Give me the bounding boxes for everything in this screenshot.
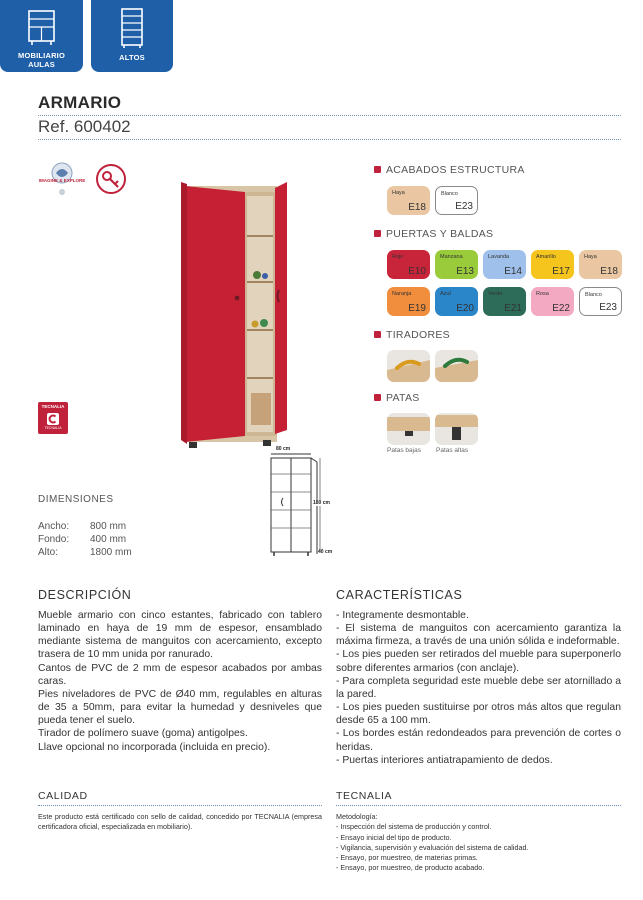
dim-label: Alto: <box>38 547 59 558</box>
color-swatch-e13[interactable] <box>435 250 478 279</box>
handle-thumbnail-1[interactable] <box>387 350 430 382</box>
color-swatch-e18[interactable] <box>579 250 622 279</box>
descripcion-heading: DESCRIPCIÓN <box>38 588 132 602</box>
caption-patas-altas: Patas altas <box>436 447 469 454</box>
bullet <box>374 331 381 338</box>
tab-label: ALTOS <box>119 53 145 62</box>
swatch-code: E17 <box>552 266 570 277</box>
diagram-width-label: 80 cm <box>276 446 291 452</box>
swatch-code: E23 <box>599 302 617 313</box>
descripcion-paragraph: Mueble armario con cinco estantes, fabricado con tablero laminado en haya de 19 mm de espesor, ensamblado mediante sistema de manguitos con acercamiento, excepto trasera de 10 mm unida por ranurado. <box>38 610 322 661</box>
divider <box>38 115 621 116</box>
cabinet-drawers-icon <box>28 10 55 51</box>
dim-value: 1800 mm <box>90 547 132 558</box>
divider <box>38 139 621 140</box>
dim-row-fondo <box>38 534 127 545</box>
swatch-name: Haya <box>392 190 405 196</box>
caption-patas-bajas: Patas bajas <box>387 447 421 454</box>
heading-text: TIRADORES <box>386 329 450 341</box>
calidad-heading: CALIDAD <box>38 790 88 802</box>
swatch-name: Blanco <box>441 191 458 197</box>
descripcion-paragraph: Tirador de polímero suave (goma) antigolpes. <box>38 728 248 740</box>
swatch-code: E18 <box>408 202 426 213</box>
caracteristicas-list <box>336 609 621 767</box>
swatch-code: E14 <box>504 266 522 277</box>
swatch-name: Azul <box>440 291 451 297</box>
swatch-name: Rojo <box>392 254 404 260</box>
dim-row-ancho <box>38 521 127 532</box>
swatch-name: Amarillo <box>536 254 556 260</box>
imagine-text: IMAGINE & EXPLORE <box>38 178 86 183</box>
color-swatch-e21[interactable] <box>483 287 526 316</box>
heading-text: PUERTAS Y BALDAS <box>386 228 494 240</box>
swatch-name: Haya <box>584 254 597 260</box>
color-swatch-e18[interactable] <box>387 186 430 215</box>
tecnalia-badge <box>38 402 68 434</box>
calidad-text <box>38 812 322 833</box>
tecnalia-line: - Vigilancia, supervisión y evaluación del sistema de calidad. <box>336 842 529 852</box>
product-title: ARMARIO <box>38 93 122 112</box>
diagram-depth-label: 40 cm <box>318 549 333 555</box>
caracteristicas-item: - Integramente desmontable. <box>336 610 469 621</box>
tecnalia-list <box>336 812 621 874</box>
swatch-code: E19 <box>408 303 426 314</box>
color-swatch-e23[interactable] <box>435 186 478 215</box>
section-heading-tiradores <box>374 329 450 341</box>
descripcion-text <box>38 609 322 754</box>
product-ref: Ref. 600402 <box>38 117 131 136</box>
swatch-code: E20 <box>456 303 474 314</box>
descripcion-paragraph: Llave opcional no incorporada (incluida en precio). <box>38 741 271 753</box>
caracteristicas-item: - Puertas interiores antiatrapamiento de dedos. <box>336 754 553 766</box>
caracteristicas-heading: CARACTERÍSTICAS <box>336 588 463 602</box>
descripcion-paragraph: Cantos de PVC de 2 mm de espesor acabados por ambas caras. <box>38 662 322 687</box>
swatch-code: E23 <box>455 201 473 212</box>
divider <box>38 805 322 806</box>
swatch-code: E22 <box>552 303 570 314</box>
swatch-name: Verde <box>488 291 503 297</box>
color-swatch-e17[interactable] <box>531 250 574 279</box>
dim-value: 800 mm <box>90 521 127 532</box>
swatch-name: Rosa <box>536 291 549 297</box>
tab-mobiliario-aulas[interactable] <box>0 0 83 72</box>
swatch-code: E21 <box>504 303 522 314</box>
tecnalia-heading: TECNALIA <box>336 790 393 802</box>
descripcion-paragraph: Pies niveladores de PVC de Ø40 mm, regulables en alturas de 35 a 50mm, para evitar la humedad y desniveles que pueda tener el suelo. <box>38 688 322 727</box>
swatch-name: Naranja <box>392 291 412 297</box>
bullet <box>374 394 381 401</box>
caracteristicas-item: - Los pies pueden sustituirse por otros más altos que regulan desde 65 a 100 mm. <box>336 702 621 727</box>
calidad-paragraph: Este producto está certificado con sello de calidad, concedido por TECNALIA (empresa certificadora oficial, especializada en mobiliario). <box>38 812 322 832</box>
dim-value: 400 mm <box>90 534 127 545</box>
swatch-code: E13 <box>456 266 474 277</box>
tecnalia-badge-label: TECNALIA <box>41 404 65 409</box>
legs-high-thumbnail[interactable] <box>435 413 478 445</box>
dimension-diagram <box>262 446 348 558</box>
caracteristicas-item: - El sistema de manguitos con acercamiento garantiza la máxima firmeza, a través de una unión sólida e indeformable. <box>336 623 621 648</box>
tab-altos[interactable] <box>91 0 173 72</box>
swatch-code: E18 <box>600 266 618 277</box>
tecnalia-line: - Ensayo, por muestreo, de materias primas. <box>336 853 478 863</box>
tab-label-sub: AULAS <box>28 60 55 69</box>
color-swatch-e22[interactable] <box>531 287 574 316</box>
bullet <box>374 230 381 237</box>
section-heading-puertas <box>374 228 493 240</box>
imagine-explore-badge <box>38 161 86 197</box>
section-heading-patas <box>374 392 420 404</box>
dim-label: Fondo: <box>38 534 70 545</box>
product-photo <box>163 178 291 450</box>
tecnalia-line: - Ensayo inicial del tipo de producto. <box>336 832 452 842</box>
swatch-name: Manzana <box>440 254 463 260</box>
caracteristicas-item: - Los bordes están redondeados para prevención de cortes o heridas. <box>336 728 621 753</box>
dim-label: Ancho: <box>38 521 70 532</box>
handle-thumbnail-2[interactable] <box>435 350 478 382</box>
color-swatch-e10[interactable] <box>387 250 430 279</box>
heading-text: ACABADOS ESTRUCTURA <box>386 164 525 176</box>
heading-text: PATAS <box>386 392 420 404</box>
tecnalia-badge-sub: TECNALIA <box>44 426 62 430</box>
tecnalia-line: - Ensayo, por muestreo, de producto acabado. <box>336 863 485 873</box>
swatch-code: E10 <box>408 266 426 277</box>
tecnalia-line: Metodología: <box>336 812 378 821</box>
tall-shelving-icon <box>121 8 143 53</box>
swatch-name: Lavanda <box>488 254 510 260</box>
swatch-name: Blanco <box>585 292 602 298</box>
diagram-height-label: 180 cm <box>313 500 330 506</box>
tab-label: MOBILIARIO <box>18 51 65 60</box>
bullet <box>374 166 381 173</box>
tecnalia-line: - Inspección del sistema de producción y control. <box>336 822 492 832</box>
dim-row-alto <box>38 547 132 558</box>
section-heading-acabados <box>374 164 525 176</box>
dimensiones-heading: DIMENSIONES <box>38 494 114 505</box>
caracteristicas-item: - Los pies pueden ser retirados del mueble para superponerlo sobre diferentes armarios (con anclaje). <box>336 649 621 674</box>
divider <box>336 805 621 806</box>
color-swatch-e23[interactable] <box>579 287 622 316</box>
key-icon <box>96 164 126 194</box>
legs-low-thumbnail[interactable] <box>387 413 430 445</box>
caracteristicas-item: - Para completa seguridad este mueble debe ser atornillado a la pared. <box>336 675 621 700</box>
color-swatch-e20[interactable] <box>435 287 478 316</box>
color-swatch-e19[interactable] <box>387 287 430 316</box>
color-swatch-e14[interactable] <box>483 250 526 279</box>
